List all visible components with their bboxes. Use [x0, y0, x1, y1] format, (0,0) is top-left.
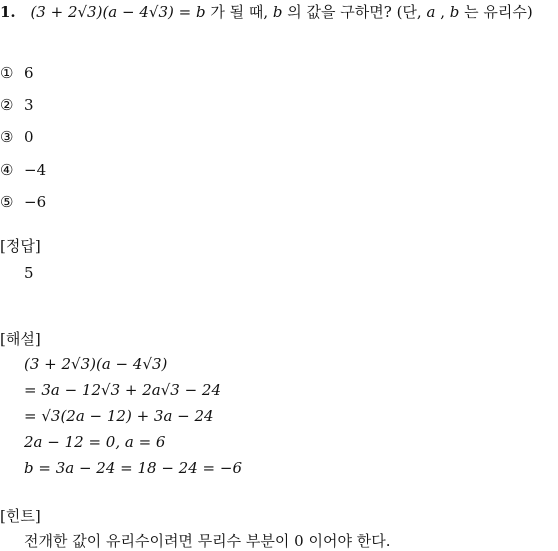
question-text-3: 는 유리수) — [464, 3, 533, 21]
answer-label: [정답] — [0, 237, 41, 255]
choice-4[interactable] — [0, 160, 46, 180]
choice-value: 6 — [24, 64, 34, 82]
question-line — [0, 2, 533, 22]
choice-mark: ④ — [0, 161, 14, 179]
choice-5[interactable] — [0, 192, 46, 212]
question-comma: , — [440, 3, 450, 21]
explanation-line-1: (3 + 2√3)(a − 4√3) — [24, 355, 168, 373]
explanation-line-2: = 3a − 12√3 + 2a√3 − 24 — [24, 381, 221, 399]
explanation-line-3: = √3(2a − 12) + 3a − 24 — [24, 407, 214, 425]
choice-1[interactable] — [0, 63, 34, 83]
explanation-line-4: 2a − 12 = 0, a = 6 — [24, 433, 166, 451]
answer-value: 5 — [24, 264, 34, 282]
explanation-line-5: b = 3a − 24 = 18 − 24 = −6 — [24, 459, 242, 477]
hint-label: [힌트] — [0, 507, 41, 525]
choice-2[interactable] — [0, 95, 34, 115]
explanation-label: [해설] — [0, 330, 41, 348]
question-var-a: a — [426, 3, 436, 21]
choice-mark: ⑤ — [0, 193, 14, 211]
choice-value: −4 — [24, 161, 47, 179]
question-text-1: 가 될 때, — [210, 3, 273, 21]
choice-mark: ① — [0, 64, 14, 82]
question-var-b: b — [272, 3, 283, 21]
choice-value: 0 — [24, 128, 34, 146]
choice-mark: ③ — [0, 128, 14, 146]
question-number: 1. — [0, 3, 16, 21]
choice-value: 3 — [24, 96, 34, 114]
choice-value: −6 — [24, 193, 47, 211]
hint-text: 전개한 값이 유리수이려면 무리수 부분이 0 이어야 한다. — [24, 532, 391, 550]
choice-3[interactable] — [0, 127, 34, 147]
question-text-2: 의 값을 구하면? (단, — [287, 3, 427, 21]
choice-mark: ② — [0, 96, 14, 114]
question-var-b2: b — [449, 3, 460, 21]
question-equation: (3 + 2√3)(a − 4√3) = b — [30, 3, 206, 21]
